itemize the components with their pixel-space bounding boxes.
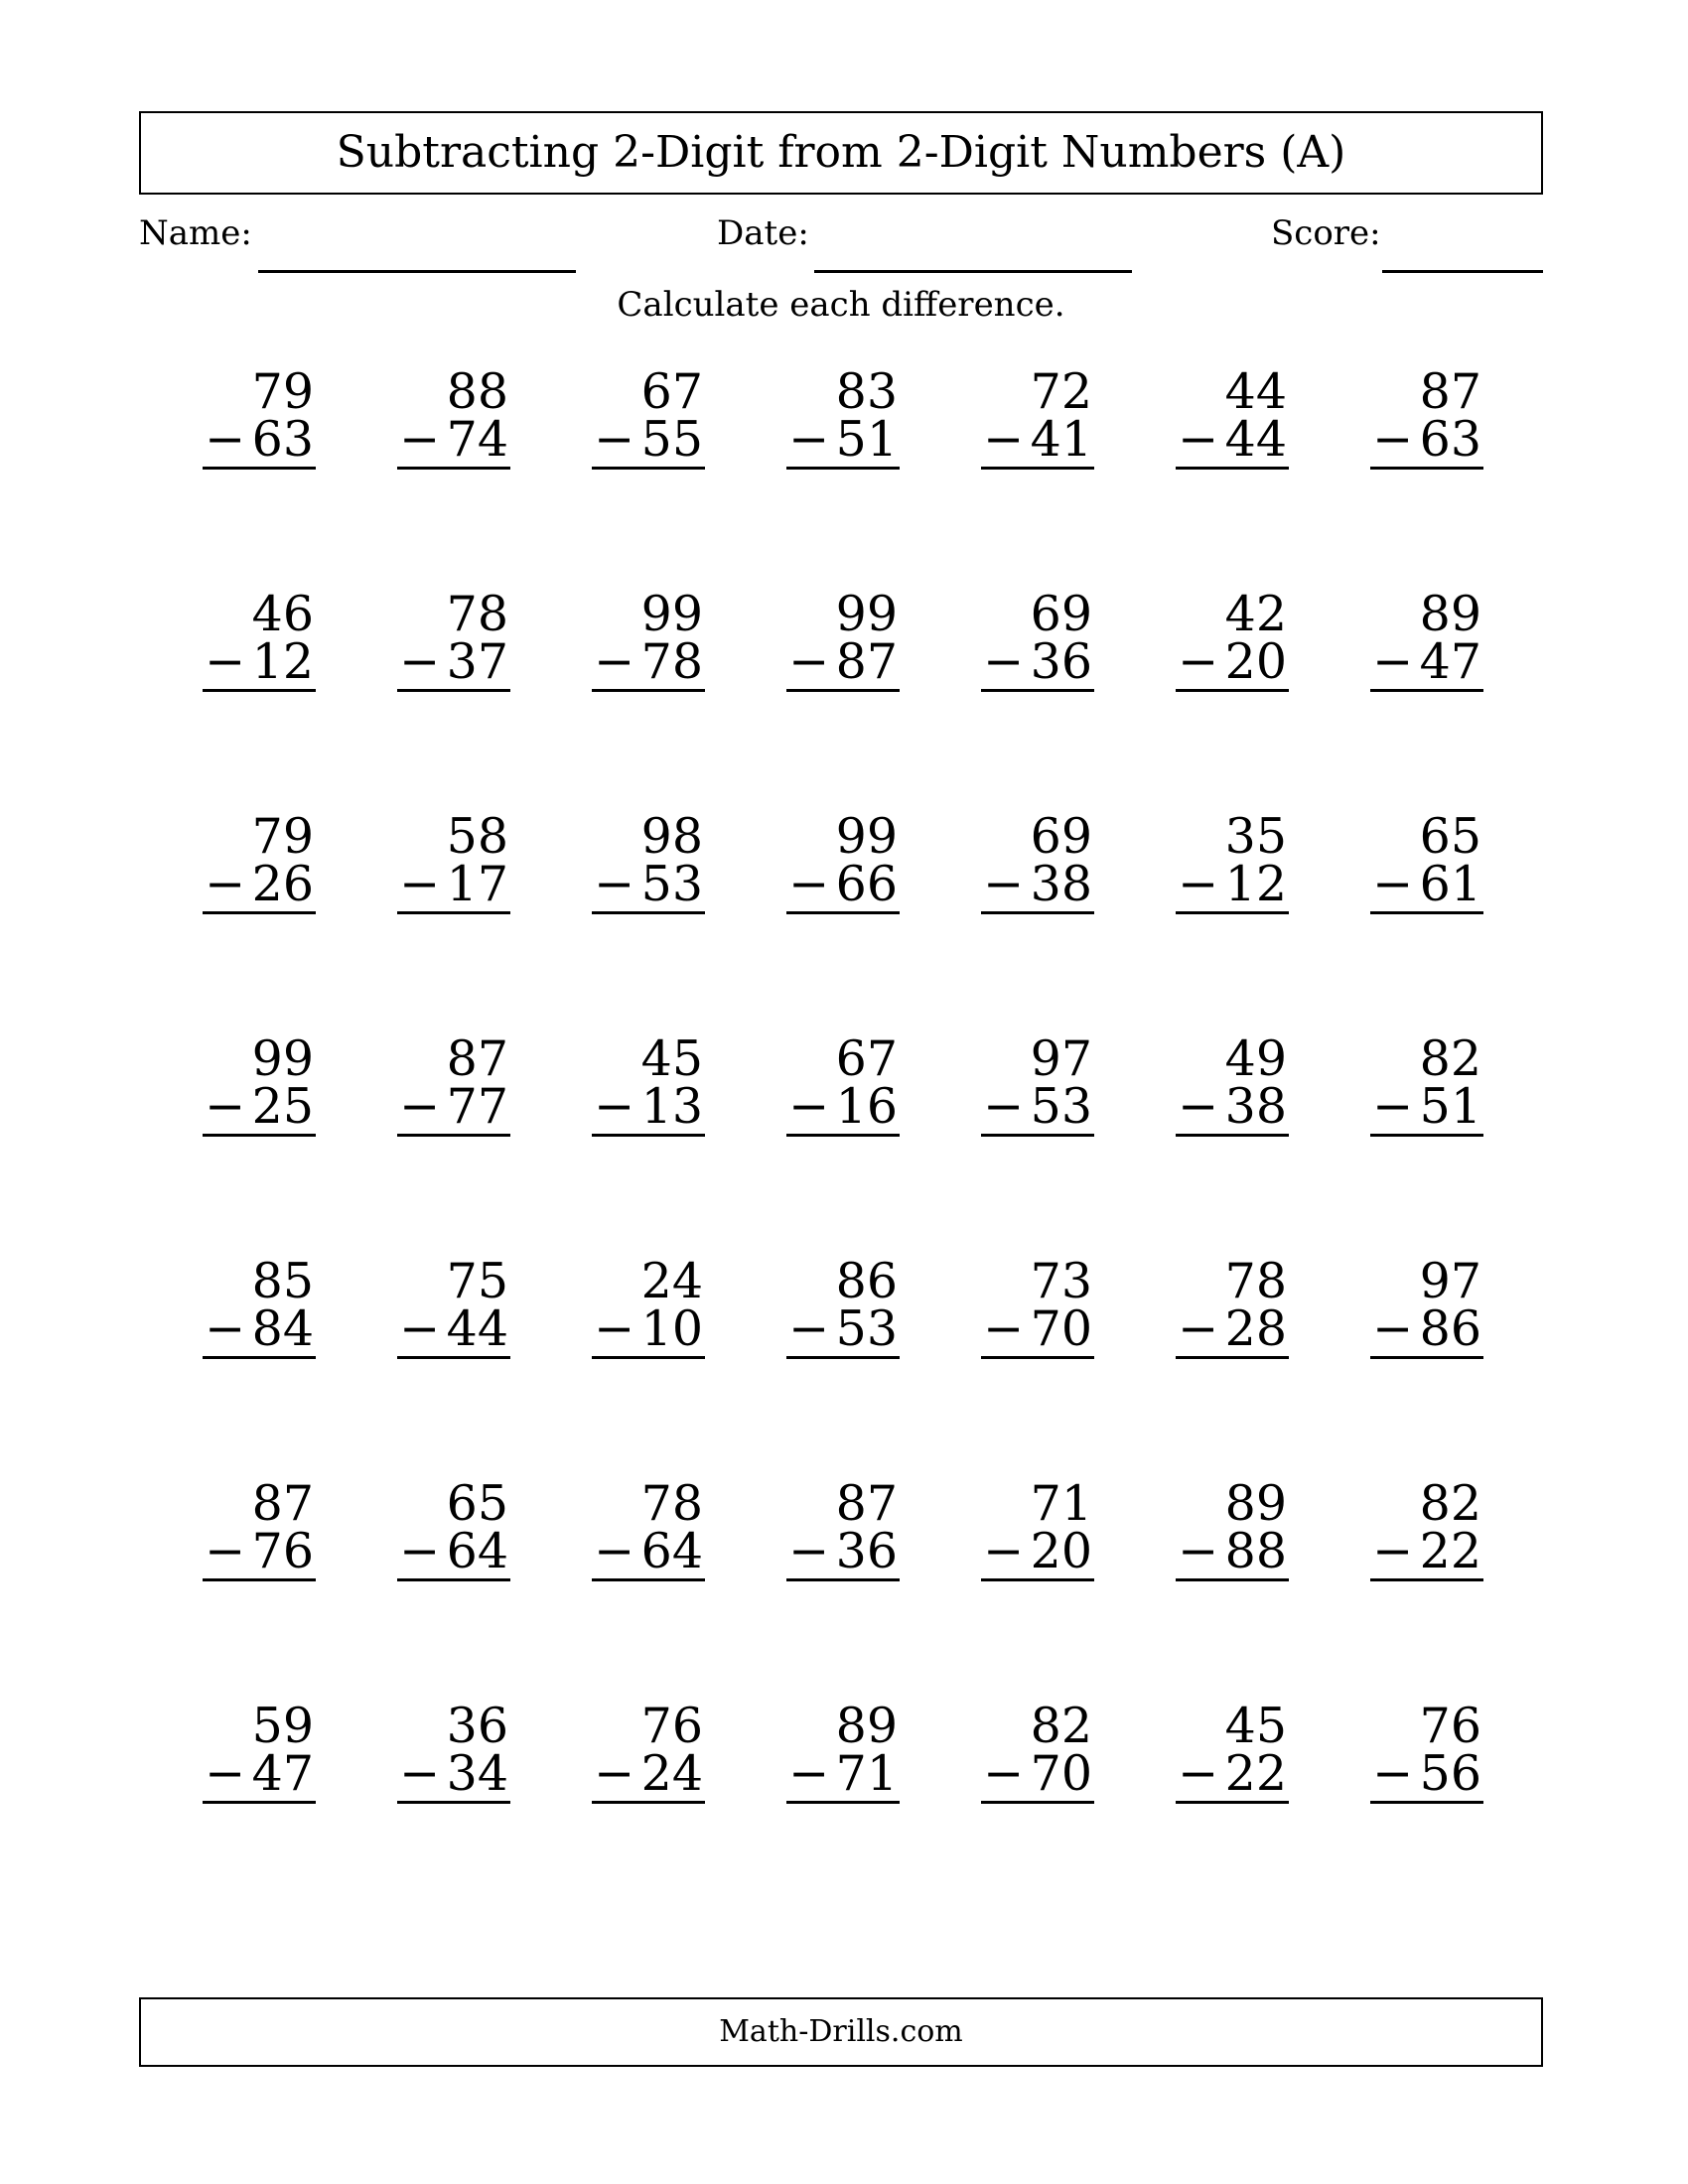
minus-sign: − bbox=[788, 1523, 830, 1579]
subtrahend-line bbox=[786, 856, 900, 914]
subtrahend: 76 bbox=[251, 1523, 314, 1579]
problem-row bbox=[139, 1475, 1543, 1618]
minuend: 45 bbox=[1224, 1698, 1287, 1754]
subtrahend: 37 bbox=[446, 633, 508, 690]
subtrahend: 64 bbox=[640, 1523, 703, 1579]
subtrahend-line bbox=[592, 633, 705, 692]
minuend: 79 bbox=[251, 808, 314, 865]
minuend: 83 bbox=[835, 363, 898, 420]
worksheet-title-box bbox=[139, 111, 1543, 195]
subtraction-problem bbox=[981, 586, 1094, 709]
minuend: 86 bbox=[835, 1253, 898, 1309]
minus-sign: − bbox=[1372, 856, 1414, 912]
minus-sign: − bbox=[205, 411, 246, 468]
name-label: Name: bbox=[139, 213, 252, 253]
subtraction-problem bbox=[397, 363, 510, 486]
subtraction-problem bbox=[1176, 586, 1289, 709]
subtraction-problem bbox=[1176, 363, 1289, 486]
subtrahend: 84 bbox=[251, 1300, 314, 1357]
subtraction-problem bbox=[1176, 808, 1289, 931]
subtrahend: 34 bbox=[446, 1745, 508, 1802]
minuend: 78 bbox=[446, 586, 508, 642]
minuend: 58 bbox=[446, 808, 508, 865]
subtrahend: 66 bbox=[835, 856, 898, 912]
subtrahend-line bbox=[786, 1745, 900, 1804]
minus-sign: − bbox=[594, 411, 635, 468]
name-blank-line[interactable] bbox=[258, 270, 576, 273]
minuend: 99 bbox=[640, 586, 703, 642]
minus-sign: − bbox=[1178, 411, 1219, 468]
subtrahend-line bbox=[1370, 1300, 1483, 1359]
subtrahend-line bbox=[786, 1078, 900, 1137]
subtrahend: 47 bbox=[1419, 633, 1481, 690]
minuend: 99 bbox=[835, 808, 898, 865]
minuend: 89 bbox=[835, 1698, 898, 1754]
minus-sign: − bbox=[1178, 633, 1219, 690]
subtraction-problem bbox=[203, 586, 316, 709]
minus-sign: − bbox=[983, 1745, 1025, 1802]
subtraction-problem bbox=[592, 1030, 705, 1154]
subtraction-problem bbox=[981, 1030, 1094, 1154]
subtraction-problem bbox=[592, 1475, 705, 1598]
subtrahend-line bbox=[592, 1745, 705, 1804]
subtrahend-line bbox=[1370, 633, 1483, 692]
minus-sign: − bbox=[205, 1078, 246, 1135]
subtrahend: 20 bbox=[1224, 633, 1287, 690]
minuend: 88 bbox=[446, 363, 508, 420]
minus-sign: − bbox=[983, 1300, 1025, 1357]
subtraction-problem bbox=[786, 1475, 900, 1598]
subtrahend-line bbox=[1176, 1300, 1289, 1359]
minuend: 98 bbox=[640, 808, 703, 865]
minuend: 78 bbox=[1224, 1253, 1287, 1309]
minus-sign: − bbox=[788, 411, 830, 468]
minus-sign: − bbox=[399, 1523, 441, 1579]
minuend: 69 bbox=[1030, 586, 1092, 642]
minus-sign: − bbox=[205, 1300, 246, 1357]
minuend: 75 bbox=[446, 1253, 508, 1309]
minus-sign: − bbox=[788, 856, 830, 912]
subtrahend: 53 bbox=[1030, 1078, 1092, 1135]
subtrahend: 44 bbox=[1224, 411, 1287, 468]
minuend: 76 bbox=[1419, 1698, 1481, 1754]
minus-sign: − bbox=[788, 1300, 830, 1357]
footer-box bbox=[139, 1997, 1543, 2067]
problem-row bbox=[139, 1698, 1543, 1841]
subtrahend-line bbox=[397, 1078, 510, 1137]
minuend: 97 bbox=[1419, 1253, 1481, 1309]
subtrahend-line bbox=[786, 633, 900, 692]
subtrahend-line bbox=[981, 411, 1094, 470]
minuend: 76 bbox=[640, 1698, 703, 1754]
subtrahend: 77 bbox=[446, 1078, 508, 1135]
subtrahend-line bbox=[397, 411, 510, 470]
subtraction-problem bbox=[1370, 808, 1483, 931]
subtrahend: 78 bbox=[640, 633, 703, 690]
subtrahend: 38 bbox=[1224, 1078, 1287, 1135]
problem-row bbox=[139, 363, 1543, 506]
subtrahend-line bbox=[786, 1300, 900, 1359]
subtrahend-line bbox=[203, 411, 316, 470]
subtrahend-line bbox=[203, 1300, 316, 1359]
subtrahend: 36 bbox=[1030, 633, 1092, 690]
subtraction-problem bbox=[203, 1698, 316, 1821]
subtrahend: 10 bbox=[640, 1300, 703, 1357]
minus-sign: − bbox=[983, 633, 1025, 690]
subtraction-problem bbox=[981, 363, 1094, 486]
subtraction-problem bbox=[786, 1253, 900, 1376]
subtrahend: 47 bbox=[251, 1745, 314, 1802]
minuend: 89 bbox=[1224, 1475, 1287, 1532]
minus-sign: − bbox=[983, 1078, 1025, 1135]
subtrahend-line bbox=[592, 856, 705, 914]
minuend: 65 bbox=[446, 1475, 508, 1532]
subtraction-problem bbox=[786, 363, 900, 486]
subtrahend: 44 bbox=[446, 1300, 508, 1357]
subtrahend-line bbox=[786, 1523, 900, 1581]
student-info-row bbox=[139, 210, 1543, 280]
subtrahend-line bbox=[981, 1523, 1094, 1581]
subtrahend: 61 bbox=[1419, 856, 1481, 912]
minuend: 87 bbox=[446, 1030, 508, 1087]
problem-row bbox=[139, 808, 1543, 951]
subtraction-problem bbox=[592, 586, 705, 709]
subtrahend: 20 bbox=[1030, 1523, 1092, 1579]
subtrahend-line bbox=[1370, 1745, 1483, 1804]
minus-sign: − bbox=[788, 633, 830, 690]
minus-sign: − bbox=[1372, 1745, 1414, 1802]
subtraction-problem bbox=[1176, 1698, 1289, 1821]
subtrahend-line bbox=[1176, 856, 1289, 914]
worksheet-title: Subtracting 2-Digit from 2-Digit Numbers (A) bbox=[336, 127, 1346, 178]
subtrahend: 64 bbox=[446, 1523, 508, 1579]
minuend: 87 bbox=[1419, 363, 1481, 420]
subtraction-problem bbox=[1176, 1253, 1289, 1376]
minuend: 35 bbox=[1224, 808, 1287, 865]
minus-sign: − bbox=[788, 1078, 830, 1135]
subtrahend-line bbox=[981, 1300, 1094, 1359]
footer-text: Math-Drills.com bbox=[719, 2014, 963, 2049]
subtraction-problem bbox=[1370, 586, 1483, 709]
subtraction-problem bbox=[397, 586, 510, 709]
subtraction-problem bbox=[786, 808, 900, 931]
problem-row bbox=[139, 1253, 1543, 1396]
subtraction-problem bbox=[203, 1253, 316, 1376]
subtrahend: 17 bbox=[446, 856, 508, 912]
subtrahend: 13 bbox=[640, 1078, 703, 1135]
problem-row bbox=[139, 1030, 1543, 1173]
subtrahend-line bbox=[1370, 1523, 1483, 1581]
minus-sign: − bbox=[1372, 1300, 1414, 1357]
subtrahend-line bbox=[203, 1745, 316, 1804]
minuend: 85 bbox=[251, 1253, 314, 1309]
subtraction-problem bbox=[592, 808, 705, 931]
minus-sign: − bbox=[983, 411, 1025, 468]
subtraction-problem bbox=[397, 1698, 510, 1821]
subtrahend: 12 bbox=[1224, 856, 1287, 912]
subtrahend-line bbox=[981, 1078, 1094, 1137]
minus-sign: − bbox=[1178, 1745, 1219, 1802]
minus-sign: − bbox=[1178, 1300, 1219, 1357]
subtraction-problem bbox=[1370, 1475, 1483, 1598]
minus-sign: − bbox=[788, 1745, 830, 1802]
minuend: 82 bbox=[1030, 1698, 1092, 1754]
subtrahend: 63 bbox=[251, 411, 314, 468]
minuend: 89 bbox=[1419, 586, 1481, 642]
minus-sign: − bbox=[594, 1523, 635, 1579]
subtraction-problem bbox=[592, 1253, 705, 1376]
subtrahend: 38 bbox=[1030, 856, 1092, 912]
minus-sign: − bbox=[1372, 1523, 1414, 1579]
minus-sign: − bbox=[1178, 1078, 1219, 1135]
subtrahend: 86 bbox=[1419, 1300, 1481, 1357]
subtraction-problem bbox=[397, 1030, 510, 1154]
minus-sign: − bbox=[594, 856, 635, 912]
subtrahend-line bbox=[981, 633, 1094, 692]
minus-sign: − bbox=[399, 1745, 441, 1802]
minus-sign: − bbox=[1372, 411, 1414, 468]
subtrahend: 53 bbox=[640, 856, 703, 912]
subtrahend: 56 bbox=[1419, 1745, 1481, 1802]
minus-sign: − bbox=[399, 633, 441, 690]
minus-sign: − bbox=[1178, 856, 1219, 912]
minuend: 42 bbox=[1224, 586, 1287, 642]
subtraction-problem bbox=[592, 363, 705, 486]
subtraction-problem bbox=[786, 586, 900, 709]
subtraction-problem bbox=[397, 808, 510, 931]
subtrahend: 26 bbox=[251, 856, 314, 912]
problem-row bbox=[139, 586, 1543, 729]
subtrahend-line bbox=[592, 1300, 705, 1359]
subtrahend: 22 bbox=[1419, 1523, 1481, 1579]
instructions: Calculate each difference. bbox=[617, 285, 1065, 325]
subtrahend: 87 bbox=[835, 633, 898, 690]
subtraction-problem bbox=[203, 1030, 316, 1154]
minuend: 49 bbox=[1224, 1030, 1287, 1087]
subtraction-problem bbox=[203, 808, 316, 931]
minus-sign: − bbox=[399, 411, 441, 468]
subtrahend-line bbox=[203, 856, 316, 914]
subtraction-problem bbox=[592, 1698, 705, 1821]
minuend: 59 bbox=[251, 1698, 314, 1754]
minus-sign: − bbox=[205, 1523, 246, 1579]
subtraction-problem bbox=[786, 1698, 900, 1821]
subtrahend: 24 bbox=[640, 1745, 703, 1802]
subtrahend-line bbox=[203, 633, 316, 692]
minus-sign: − bbox=[1178, 1523, 1219, 1579]
subtrahend-line bbox=[1370, 411, 1483, 470]
minuend: 99 bbox=[251, 1030, 314, 1087]
subtraction-problem bbox=[1370, 1030, 1483, 1154]
minus-sign: − bbox=[983, 1523, 1025, 1579]
minus-sign: − bbox=[594, 1078, 635, 1135]
subtrahend: 88 bbox=[1224, 1523, 1287, 1579]
subtrahend-line bbox=[592, 1078, 705, 1137]
subtrahend-line bbox=[1176, 411, 1289, 470]
minuend: 82 bbox=[1419, 1030, 1481, 1087]
minuend: 36 bbox=[446, 1698, 508, 1754]
minuend: 78 bbox=[640, 1475, 703, 1532]
subtrahend: 71 bbox=[835, 1745, 898, 1802]
subtraction-problem bbox=[981, 808, 1094, 931]
minuend: 87 bbox=[251, 1475, 314, 1532]
subtrahend: 53 bbox=[835, 1300, 898, 1357]
subtrahend: 36 bbox=[835, 1523, 898, 1579]
subtrahend: 22 bbox=[1224, 1745, 1287, 1802]
subtrahend: 41 bbox=[1030, 411, 1092, 468]
minus-sign: − bbox=[205, 633, 246, 690]
minuend: 67 bbox=[640, 363, 703, 420]
subtraction-problem bbox=[981, 1475, 1094, 1598]
minuend: 72 bbox=[1030, 363, 1092, 420]
subtrahend-line bbox=[397, 1523, 510, 1581]
subtraction-problem bbox=[397, 1475, 510, 1598]
minus-sign: − bbox=[1372, 633, 1414, 690]
minus-sign: − bbox=[594, 1300, 635, 1357]
minuend: 69 bbox=[1030, 808, 1092, 865]
minuend: 24 bbox=[640, 1253, 703, 1309]
minuend: 44 bbox=[1224, 363, 1287, 420]
subtraction-problem bbox=[1370, 363, 1483, 486]
minuend: 97 bbox=[1030, 1030, 1092, 1087]
subtraction-problem bbox=[397, 1253, 510, 1376]
minuend: 73 bbox=[1030, 1253, 1092, 1309]
minus-sign: − bbox=[594, 633, 635, 690]
subtrahend: 12 bbox=[251, 633, 314, 690]
minus-sign: − bbox=[205, 1745, 246, 1802]
subtraction-problem bbox=[1176, 1475, 1289, 1598]
subtrahend: 28 bbox=[1224, 1300, 1287, 1357]
subtrahend-line bbox=[786, 411, 900, 470]
minus-sign: − bbox=[399, 856, 441, 912]
subtrahend-line bbox=[203, 1078, 316, 1137]
subtrahend: 74 bbox=[446, 411, 508, 468]
subtraction-problem bbox=[1176, 1030, 1289, 1154]
subtrahend-line bbox=[397, 1300, 510, 1359]
subtrahend-line bbox=[397, 633, 510, 692]
subtrahend-line bbox=[1370, 856, 1483, 914]
minus-sign: − bbox=[1372, 1078, 1414, 1135]
minus-sign: − bbox=[205, 856, 246, 912]
minus-sign: − bbox=[983, 856, 1025, 912]
subtrahend: 16 bbox=[835, 1078, 898, 1135]
subtrahend-line bbox=[592, 1523, 705, 1581]
subtrahend-line bbox=[981, 856, 1094, 914]
date-blank-line[interactable] bbox=[814, 270, 1132, 273]
subtrahend: 63 bbox=[1419, 411, 1481, 468]
subtrahend-line bbox=[397, 1745, 510, 1804]
subtrahend: 70 bbox=[1030, 1745, 1092, 1802]
minuend: 82 bbox=[1419, 1475, 1481, 1532]
minuend: 45 bbox=[640, 1030, 703, 1087]
subtraction-problem bbox=[1370, 1698, 1483, 1821]
minuend: 46 bbox=[251, 586, 314, 642]
subtraction-problem bbox=[981, 1698, 1094, 1821]
subtrahend: 51 bbox=[1419, 1078, 1481, 1135]
subtrahend: 55 bbox=[640, 411, 703, 468]
minus-sign: − bbox=[594, 1745, 635, 1802]
minus-sign: − bbox=[399, 1078, 441, 1135]
minuend: 67 bbox=[835, 1030, 898, 1087]
score-blank-line[interactable] bbox=[1382, 270, 1543, 273]
subtraction-problem bbox=[203, 1475, 316, 1598]
minuend: 65 bbox=[1419, 808, 1481, 865]
subtrahend-line bbox=[1176, 1523, 1289, 1581]
minuend: 99 bbox=[835, 586, 898, 642]
subtrahend-line bbox=[1176, 1745, 1289, 1804]
subtrahend-line bbox=[1370, 1078, 1483, 1137]
subtrahend: 70 bbox=[1030, 1300, 1092, 1357]
minus-sign: − bbox=[399, 1300, 441, 1357]
score-label: Score: bbox=[1271, 213, 1381, 253]
subtrahend-line bbox=[1176, 633, 1289, 692]
subtrahend-line bbox=[1176, 1078, 1289, 1137]
subtrahend: 25 bbox=[251, 1078, 314, 1135]
date-label: Date: bbox=[717, 213, 809, 253]
subtrahend: 51 bbox=[835, 411, 898, 468]
subtraction-problem bbox=[203, 363, 316, 486]
subtraction-problem bbox=[981, 1253, 1094, 1376]
subtrahend-line bbox=[981, 1745, 1094, 1804]
minuend: 71 bbox=[1030, 1475, 1092, 1532]
minuend: 87 bbox=[835, 1475, 898, 1532]
subtraction-problem bbox=[786, 1030, 900, 1154]
subtraction-problem bbox=[1370, 1253, 1483, 1376]
subtrahend-line bbox=[203, 1523, 316, 1581]
subtrahend-line bbox=[592, 411, 705, 470]
subtrahend-line bbox=[397, 856, 510, 914]
minuend: 79 bbox=[251, 363, 314, 420]
